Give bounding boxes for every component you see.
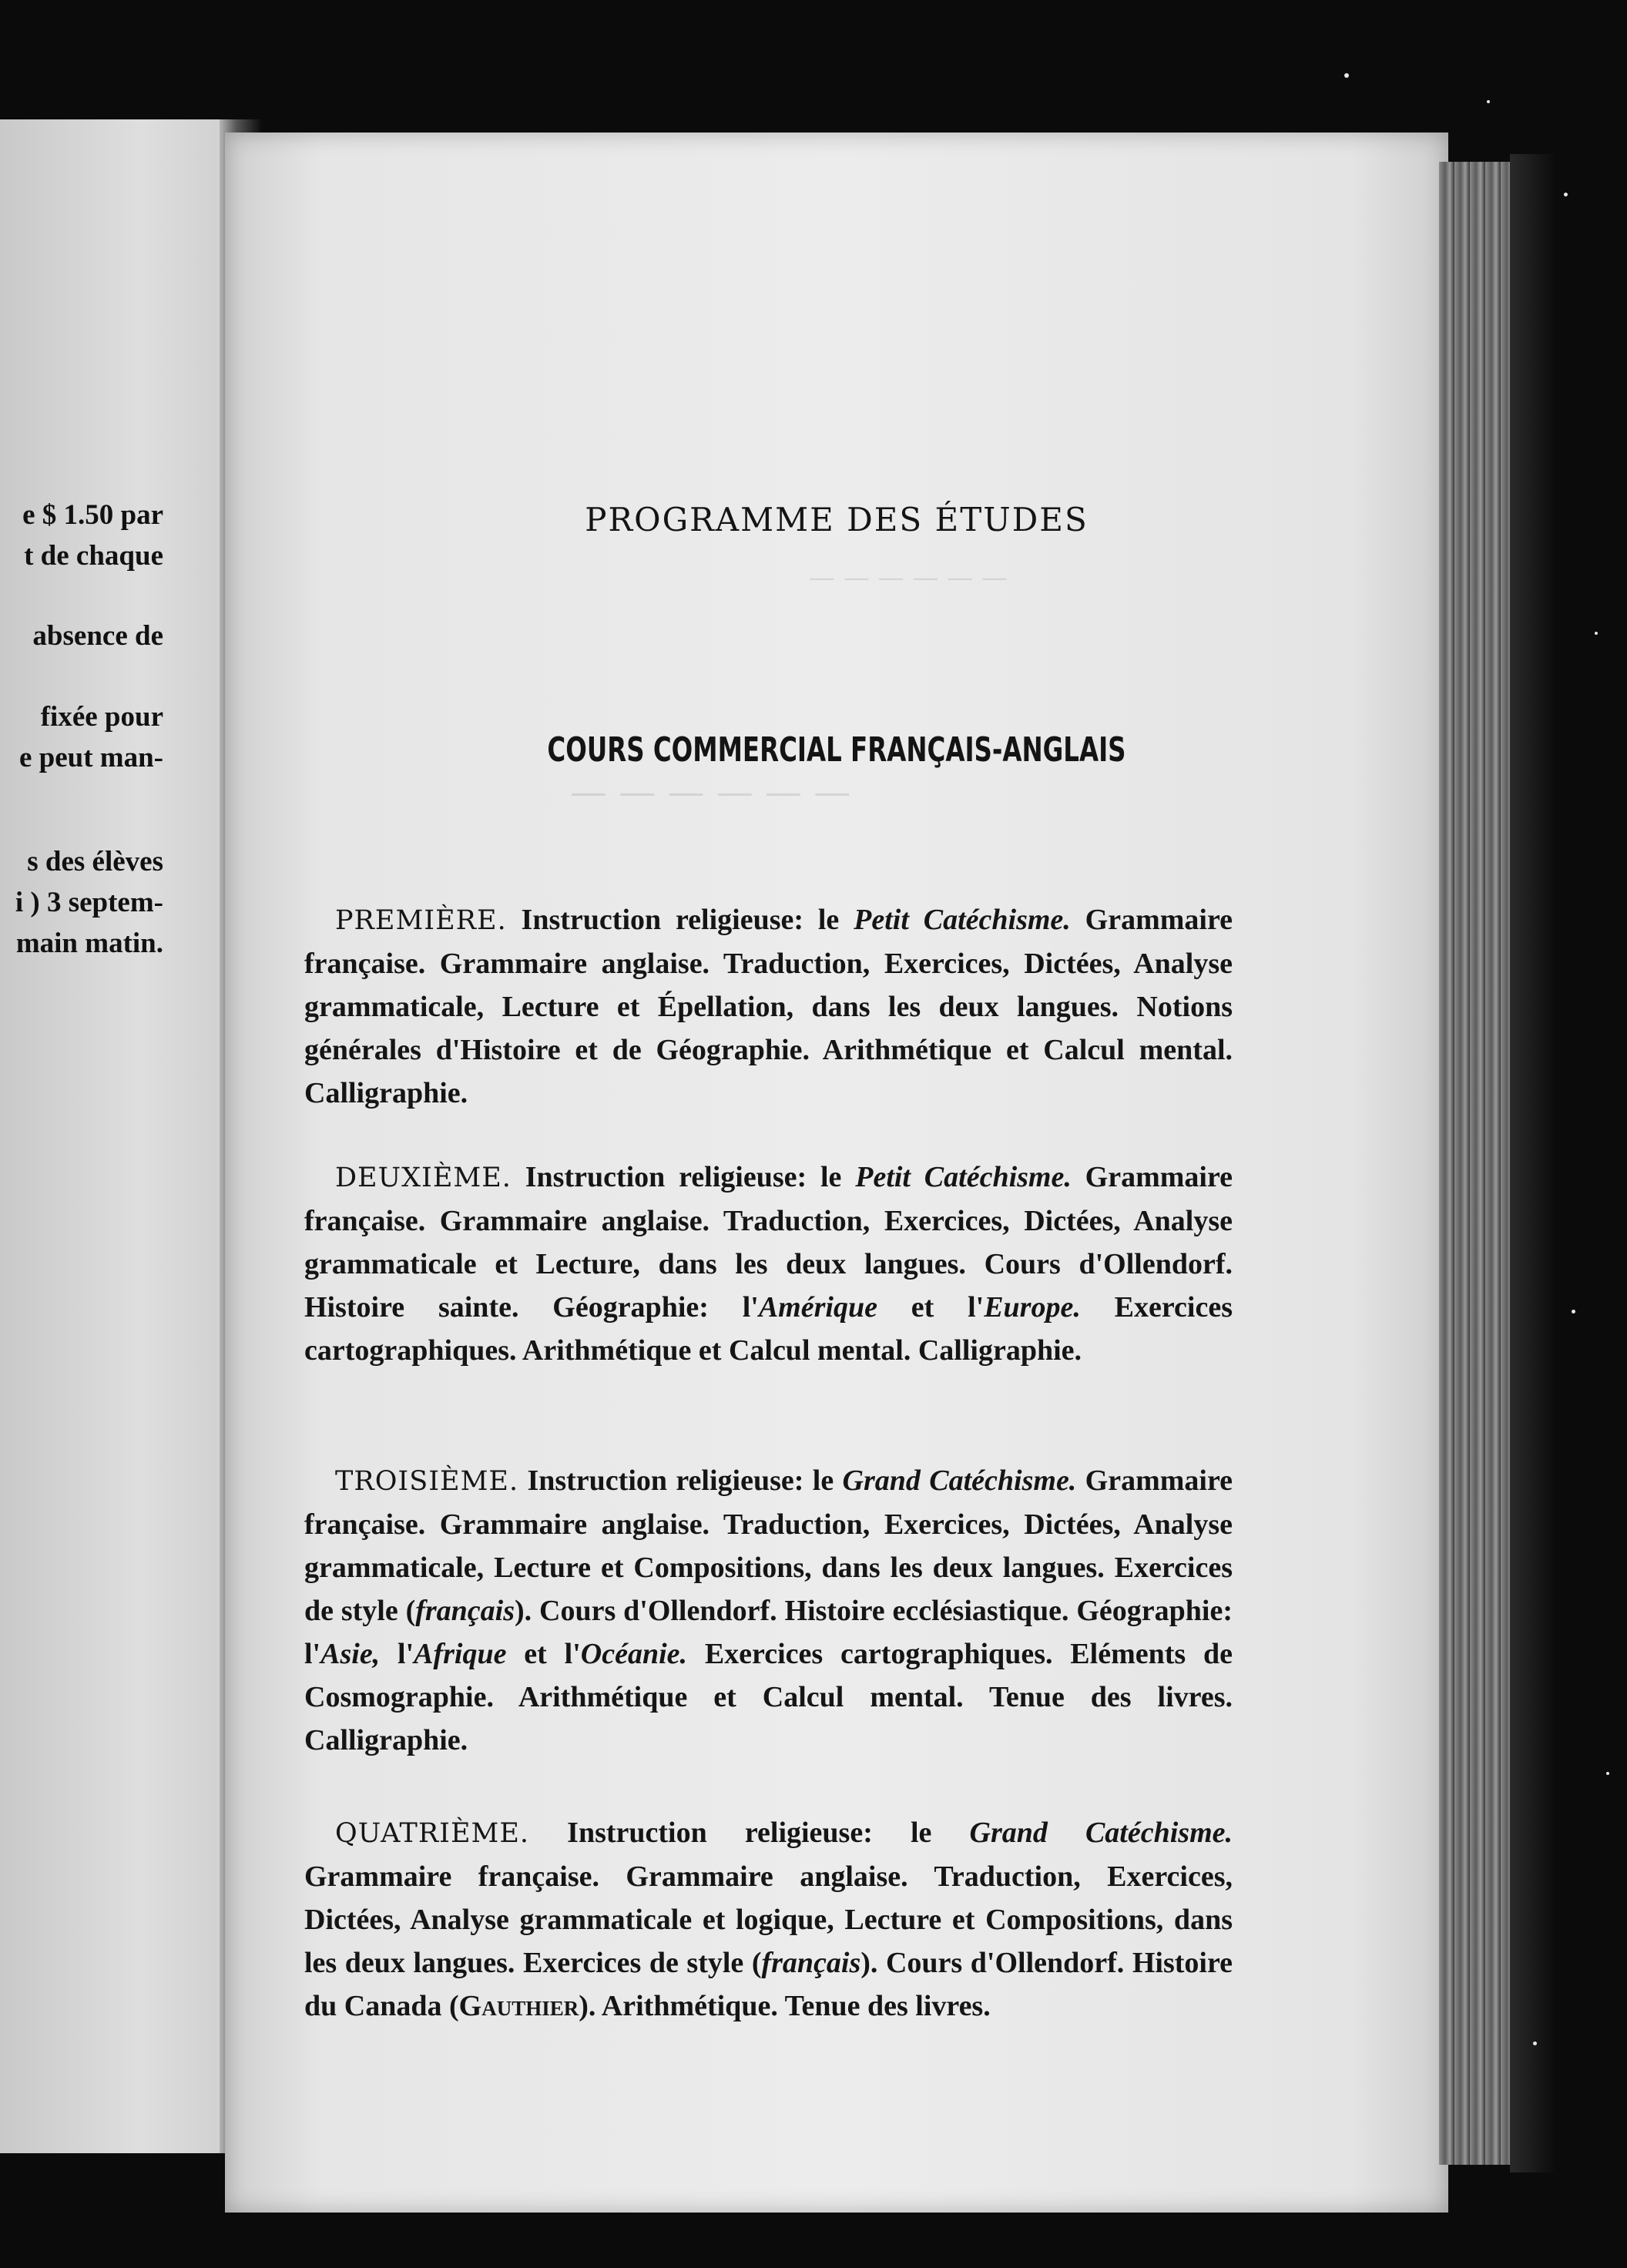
left-text-line: i ) 3 septem- bbox=[15, 887, 163, 918]
paragraph-italic: Petit Catéchisme. bbox=[854, 904, 1071, 936]
paragraph-text: Instruction religieuse: le bbox=[529, 1817, 970, 1849]
paragraph-text: Instruction religieuse: le bbox=[518, 1464, 843, 1497]
paragraph-text: ). Cours d'Ollendorf. Histoire du Canada ( bbox=[304, 1947, 1233, 2022]
left-text-line: s des élèves bbox=[27, 846, 163, 877]
paragraph-italic: Amérique bbox=[758, 1291, 877, 1324]
show-through-text: — — — — — — bbox=[570, 770, 851, 814]
paragraph-text: Exercices cartographiques. Eléments de Cosmographie. Arithmétique et Calcul mental. Tenue des livres. Calligraphie. bbox=[304, 1638, 1233, 1756]
dust-speck bbox=[1533, 2042, 1537, 2045]
dust-speck bbox=[1572, 1310, 1575, 1313]
paragraph-premiere bbox=[304, 898, 1233, 1115]
page-title: PROGRAMME DES ÉTUDES bbox=[585, 501, 1089, 538]
left-text-line: main matin. bbox=[15, 928, 163, 959]
paragraph-text: ). Cours d'Ollendorf. Histoire ecclésiastique. Géographie: l' bbox=[304, 1595, 1233, 1670]
paragraph-quatrieme bbox=[304, 1811, 1233, 2028]
paragraph-lead: QUATRIÈME. bbox=[335, 1818, 530, 1849]
paragraph-deuxieme bbox=[304, 1156, 1233, 1372]
dust-speck bbox=[1344, 73, 1349, 78]
dust-speck bbox=[1595, 632, 1598, 635]
paragraph-italic: Petit Catéchisme. bbox=[855, 1161, 1072, 1193]
dust-speck bbox=[1564, 193, 1568, 196]
paragraph-lead: PREMIÈRE. bbox=[335, 905, 507, 936]
paragraph-text: Grammaire française. Grammaire anglaise. Traduction, Exercices, Dictées, Analyse grammaticale, Lecture et Compositions, dans les deux langues. Exercices de style ( bbox=[304, 1464, 1233, 1627]
paragraph-text: Grammaire française. Grammaire anglaise. Traduction, Exercices, Dictées, Analyse grammaticale et Lecture, dans les deux langues. Cours d'Ollendorf. Histoire sainte. Géographie: l' bbox=[304, 1161, 1233, 1324]
paragraph-text: et l' bbox=[877, 1291, 985, 1324]
page-edges bbox=[1439, 162, 1516, 2165]
dust-speck bbox=[1487, 100, 1490, 103]
paragraph-text: l' bbox=[380, 1638, 414, 1670]
paragraph-text: Instruction religieuse: le bbox=[511, 1161, 856, 1193]
left-text-line: t de chaque bbox=[24, 540, 163, 572]
left-text-line: e $ 1.50 par bbox=[22, 499, 163, 531]
paragraph-text: Grammaire française. Grammaire anglaise. Traduction, Exercices, Dictées, Analyse grammaticale et logique, Lecture et Compositions, dans les deux langues. Exercices de style ( bbox=[304, 1860, 1233, 1979]
paragraph-troisieme bbox=[304, 1459, 1233, 1762]
show-through-text: — — — — — — bbox=[809, 562, 1008, 593]
left-page-fragment bbox=[0, 119, 235, 2153]
paragraph-text: Exercices cartographiques. Arithmétique et Calcul mental. Calligraphie. bbox=[304, 1291, 1233, 1367]
paragraph-italic: français bbox=[761, 1947, 861, 1979]
paragraph-italic: Europe. bbox=[984, 1291, 1081, 1324]
paragraph-text: et l' bbox=[506, 1638, 581, 1670]
page-edge-shadow bbox=[1510, 154, 1556, 2172]
paragraph-text: Grammaire française. Grammaire anglaise. Traduction, Exercices, Dictées, Analyse grammaticale, Lecture et Épellation, dans les deux langues. Notions générales d'Histoire et de Géographie. Arithmétique et Calcul mental. Calligraphie. bbox=[304, 904, 1233, 1109]
section-title: COURS COMMERCIAL FRANÇAIS-ANGLAIS bbox=[547, 730, 1126, 770]
paragraph-lead: DEUXIÈME. bbox=[335, 1163, 512, 1193]
paragraph-text: ). Arithmétique. Tenue des livres. bbox=[579, 1990, 991, 2022]
paragraph-italic: Afrique bbox=[414, 1638, 507, 1670]
paragraph-italic: Grand Catéchisme. bbox=[969, 1817, 1233, 1849]
left-text-line: fixée pour bbox=[40, 701, 163, 733]
paragraph-italic: français bbox=[415, 1595, 515, 1627]
paragraph-italic: Asie, bbox=[320, 1638, 381, 1670]
paragraph-small-caps: Gauthier bbox=[458, 1990, 579, 2022]
paragraph-lead: TROISIÈME. bbox=[335, 1466, 519, 1497]
left-text-line: e peut man- bbox=[18, 742, 163, 773]
paragraph-text: Instruction religieuse: le bbox=[506, 904, 854, 936]
left-text-line: absence de bbox=[32, 620, 163, 652]
dust-speck bbox=[1606, 1772, 1609, 1775]
paragraph-italic: Océanie. bbox=[580, 1638, 687, 1670]
paragraph-italic: Grand Catéchisme. bbox=[842, 1464, 1077, 1497]
